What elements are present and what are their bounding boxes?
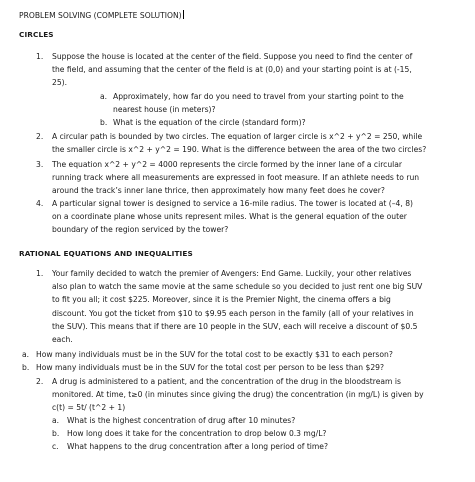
list-item-line: also plan to watch the same movie at the same schedule so you decided to just rent one big SUV	[52, 282, 423, 292]
list-item-line: Approximately, how far do you need to travel from your starting point to the	[113, 92, 404, 101]
list-marker: a.	[22, 350, 30, 359]
list-marker: b.	[22, 363, 30, 372]
list-item-line: boundary of the region serviced by the tower?	[52, 225, 229, 235]
list-marker: 3.	[36, 160, 44, 169]
list-marker: 1.	[36, 52, 44, 61]
list-item-line: running track where all measurements are expressed in foot measure. If an athlete needs to run	[52, 173, 420, 183]
list-marker: 2.	[36, 132, 44, 141]
list-marker: b.	[52, 429, 60, 438]
list-item-line: What happens to the drug concentration after a long period of time?	[67, 442, 329, 451]
list-marker: 2.	[36, 377, 44, 386]
list-item-line: What is the equation of the circle (standard form)?	[113, 118, 306, 127]
list-marker: a.	[52, 416, 60, 425]
list-item-line: to fit you all; it cost $225. Moreover, since it is the Premier Night, the cinema offers a big	[52, 295, 391, 305]
list-item-line: nearest house (in meters)?	[113, 105, 216, 115]
list-item-line: Your family decided to watch the premier of Avengers: End Game. Luckily, your other relatives	[52, 269, 412, 278]
list-item-line: A circular path is bounded by two circles. The equation of larger circle is x^2 + y^2 = 250, while	[52, 132, 423, 141]
list-item-line: A particular signal tower is designed to service a 16-mile radius. The tower is located at (–4, 8)	[52, 199, 413, 208]
list-item-line: around the track’s inner lane thrice, then approximately how many feet does he cover?	[52, 186, 385, 196]
list-item-line: the smaller circle is x^2 + y^2 = 190. What is the difference between the area of the two circles?	[52, 145, 427, 155]
list-item-line: the field, and assuming that the center of the field is at (0,0) and your starting point is at (-15,	[52, 65, 412, 75]
document-title: PROBLEM SOLVING (COMPLETE SOLUTION)	[19, 11, 182, 20]
list-item-line: How many individuals must be in the SUV for the total cost per person to be less than $29?	[36, 363, 385, 372]
list-item-line: A drug is administered to a patient, and the concentration of the drug in the bloodstream is	[52, 377, 401, 386]
list-marker: 4.	[36, 199, 44, 208]
list-item-line: How long does it take for the concentration to drop below 0.3 mg/L?	[67, 429, 327, 438]
list-item-line: The equation x^2 + y^2 = 4000 represents the circle formed by the inner lane of a circular	[52, 160, 403, 169]
list-item-line: How many individuals must be in the SUV for the total cost to be exactly $31 to each person?	[36, 350, 393, 359]
list-item-line: Suppose the house is located at the center of the field. Suppose you need to find the center of	[52, 52, 413, 61]
section-heading: CIRCLES	[19, 30, 54, 39]
list-marker: a.	[100, 92, 108, 101]
section-heading: RATIONAL EQUATIONS AND INEQUALITIES	[19, 249, 193, 258]
list-marker: 1.	[36, 269, 44, 278]
list-item-line: each.	[52, 335, 73, 344]
list-item-line: c(t) = 5t/ (t^2 + 1)	[52, 403, 126, 413]
list-marker: b.	[100, 118, 108, 127]
list-item-line: discount. You got the ticket from $10 to $9.95 each person in the family (all of your relatives in	[52, 308, 414, 318]
list-item-line: monitored. At time, t≥0 (in minutes since giving the drug) the concentration (in mg/L) is given by	[52, 390, 424, 400]
list-item-line: What is the highest concentration of drug after 10 minutes?	[67, 416, 296, 425]
list-item-line: the SUV). This means that if there are 10 people in the SUV, each will receive a discount of $0.5	[52, 321, 418, 331]
list-marker: c.	[52, 442, 59, 451]
text-cursor	[183, 10, 184, 19]
list-item-line: 25).	[52, 78, 68, 88]
list-item-line: on a coordinate plane whose units represent miles. What is the general equation of the outer	[52, 212, 407, 222]
